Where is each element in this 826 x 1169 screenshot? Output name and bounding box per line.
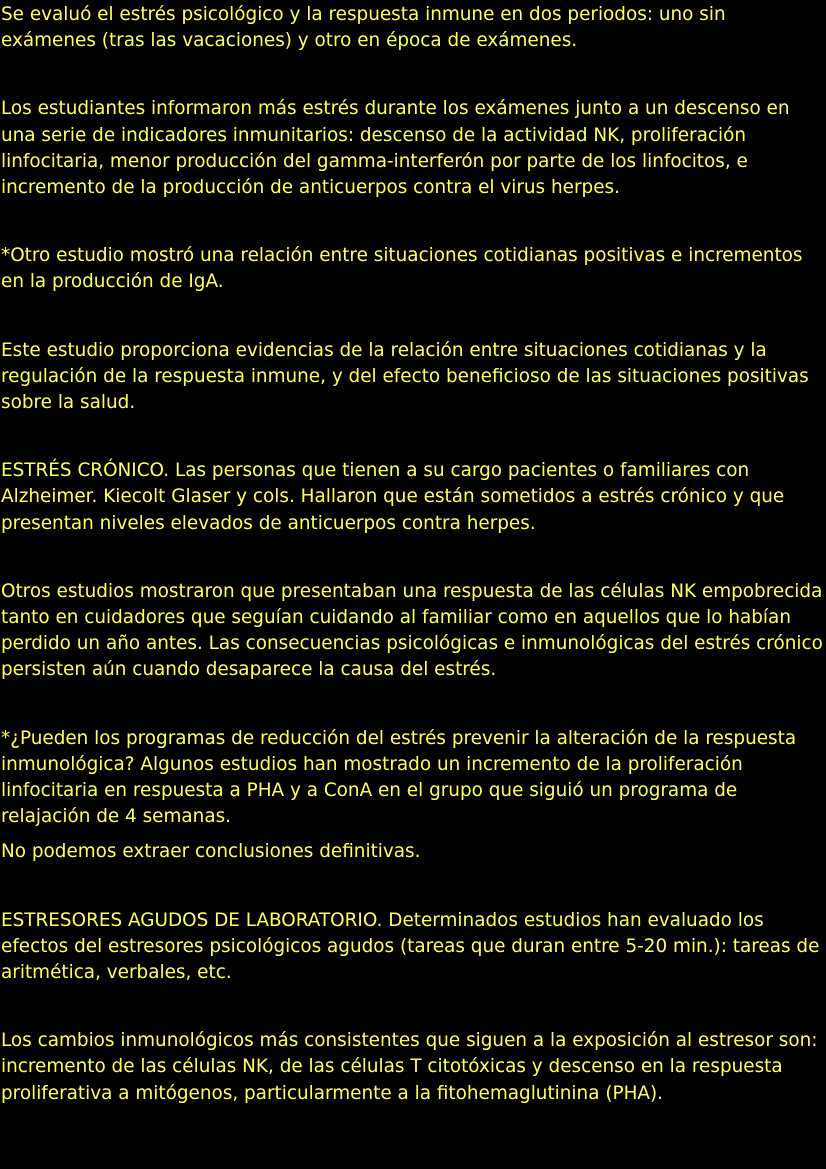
paragraph-chronic-stress: ESTRÉS CRÓNICO. Las personas que tienen a su cargo pacientes o familiares con Alzheimer. Kiecolt Glaser y cols. Hallaron que están sometidos a estrés crónico y que presentan niveles elevados de anticuerpos contra herpes. [1,460,785,534]
paragraph-evidence: Este estudio proporciona evidencias de la relación entre situaciones cotidianas y la regulación de la respuesta inmune, y del efecto beneficioso de las situaciones positivas sobre la salud. [1,339,809,414]
paragraph-acute-stressors: ESTRESORES AGUDOS DE LABORATORIO. Determinados estudios han evaluado los efectos del estresores psicológicos agudos (tareas que duran entre 5-20 min.): tareas de aritmética, verbales, etc. [1,909,820,984]
paragraph-students-stress: Los estudiantes informaron más estrés durante los exámenes junto a un descenso en una serie de indicadores inmunitarios: descenso de la actividad NK, proliferación linfocitaria, menor producción del gamma-interferón por parte de los linfocitos, e incremento de la producción de anticuerpos contra el virus herpes. [1,98,790,199]
paragraph-iga-study: *Otro estudio mostró una relación entre situaciones cotidianas positivas e incrementos en la producción de IgA. [1,245,803,293]
paragraph-immune-changes: Los cambios inmunológicos más consistentes que siguen a la exposición al estresor son: incremento de las células NK, de las células T citotóxicas y descenso en la respuesta proliferativa a mitógenos, particularmente a la fitohemaglutinina (PHA). [1,1030,818,1104]
paragraph-nk-response: Otros estudios mostraron que presentaban una respuesta de las células NK empobrecida tanto en cuidadores que seguían cuidando al familiar como en aquellos que lo habían perdido un año antes. Las consecuencias psicológicas e inmunológicas del estrés crónico persisten aún cuando desaparece la causa del estrés. [1,580,823,681]
document-body [1,2,826,1149]
paragraph-study-periods: Se evaluó el estrés psicológico y la respuesta inmune en dos periodos: uno sin exámenes (tras las vacaciones) y otro en época de exámenes. [1,4,726,52]
paragraph-no-conclusions: No podemos extraer conclusiones definitivas. [1,841,421,863]
paragraph-stress-reduction: *¿Pueden los programas de reducción del estrés prevenir la alteración de la respuesta inmunológica? Algunos estudios han mostrado un incremento de la proliferación linfocitaria en respuesta a PHA y a ConA en el grupo que siguió un programa de relajación de 4 semanas. [1,727,797,828]
